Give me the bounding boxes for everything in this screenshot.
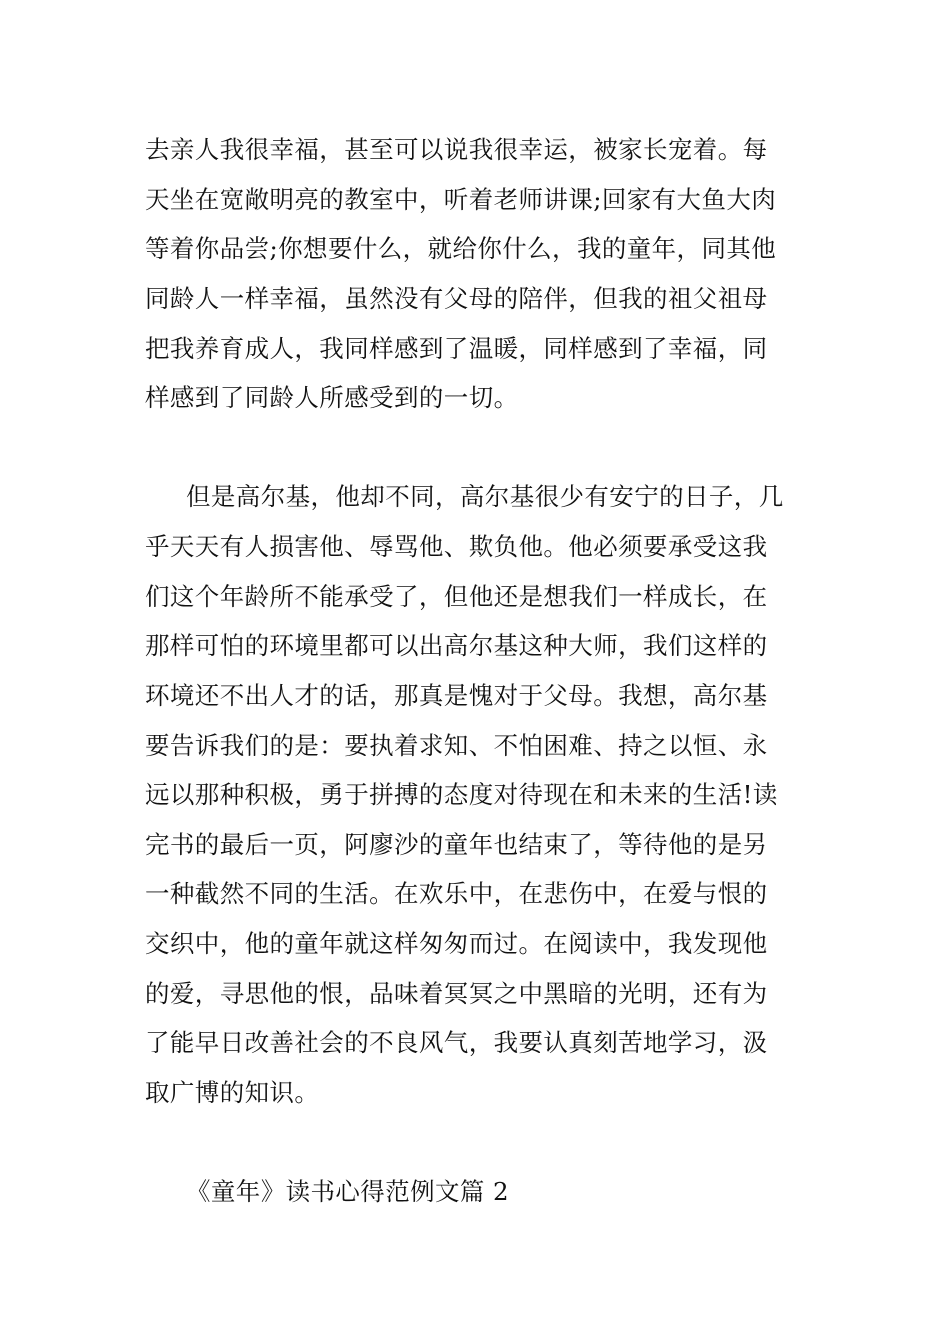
paragraph-line: 乎天天有人损害他、辱骂他、欺负他。他必须要承受这我 [145, 532, 768, 561]
paragraph-line: 那样可怕的环境里都可以出高尔基这种大师，我们这样的 [145, 631, 768, 660]
paragraph-line: 同龄人一样幸福，虽然没有父母的陪伴，但我的祖父祖母 [145, 284, 768, 313]
paragraph-line: 的爱，寻思他的恨，品味着冥冥之中黑暗的光明，还有为 [145, 979, 768, 1008]
paragraph-line: 一种截然不同的生活。在欢乐中，在悲伤中，在爱与恨的 [145, 879, 768, 908]
paragraph-line: 要告诉我们的是：要执着求知、不怕困难、持之以恒、永 [145, 731, 768, 760]
paragraph-line: 等着你品尝;你想要什么，就给你什么，我的童年，同其他 [145, 234, 777, 263]
section-heading: 《童年》读书心得范例文篇 2 [186, 1177, 509, 1206]
paragraph-line: 交织中，他的童年就这样匆匆而过。在阅读中，我发现他 [145, 929, 768, 958]
paragraph-line: 去亲人我很幸福，甚至可以说我很幸运，被家长宠着。每 [145, 135, 768, 164]
paragraph-line: 取广博的知识。 [145, 1078, 320, 1107]
paragraph-line: 环境还不出人才的话，那真是愧对于父母。我想，高尔基 [145, 681, 768, 710]
paragraph-line: 远以那种积极，勇于拼搏的态度对待现在和未来的生活!读 [145, 780, 778, 809]
paragraph-line: 完书的最后一页，阿廖沙的童年也结束了，等待他的是另 [145, 830, 768, 859]
paragraph-line: 把我养育成人，我同样感到了温暖，同样感到了幸福，同 [145, 334, 768, 363]
paragraph-line: 了能早日改善社会的不良风气，我要认真刻苦地学习，汲 [145, 1028, 768, 1057]
paragraph-line: 但是高尔基，他却不同，高尔基很少有安宁的日子，几 [186, 482, 784, 511]
paragraph-line: 天坐在宽敞明亮的教室中，听着老师讲课;回家有大鱼大肉 [145, 185, 777, 214]
paragraph-line: 们这个年龄所不能承受了，但他还是想我们一样成长，在 [145, 582, 768, 611]
paragraph-line: 样感到了同龄人所感受到的一切。 [145, 383, 519, 412]
